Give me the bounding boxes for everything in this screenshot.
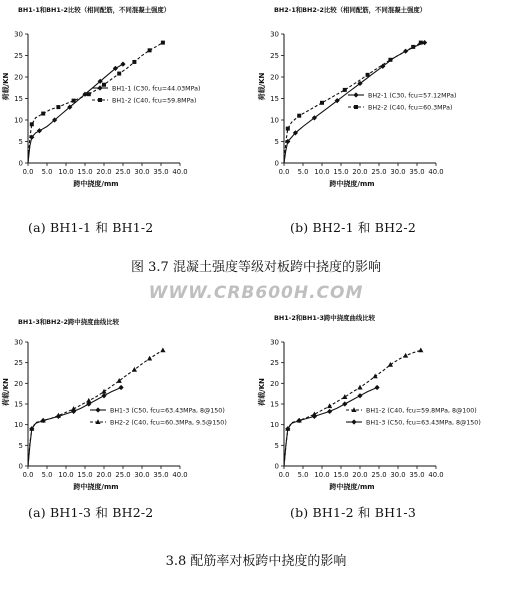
x-tick-label: 20.0	[352, 471, 368, 479]
data-point	[160, 347, 165, 352]
data-point	[327, 403, 332, 408]
chart-title: BH1-2和BH1-3跨中挠度曲线比较	[274, 314, 376, 322]
y-tick-label: 20	[270, 73, 279, 82]
data-point	[132, 60, 136, 64]
x-axis-label: 跨中挠度/mm	[73, 180, 119, 188]
data-point	[117, 378, 122, 383]
chart-svg-1	[0, 0, 256, 200]
y-tick-label: 20	[270, 379, 279, 388]
x-tick-label: 0.0	[22, 168, 34, 176]
data-point	[419, 41, 423, 45]
x-tick-label: 30.0	[390, 168, 406, 176]
data-point	[418, 347, 423, 352]
x-tick-label: 35.0	[153, 168, 169, 176]
y-tick-label: 15	[14, 95, 23, 103]
y-tick-label: 0	[18, 159, 23, 168]
legend-swatch-marker	[354, 105, 358, 109]
caption-b-fig38: (b) BH1-2 和 BH1-3	[290, 505, 417, 520]
y-tick-label: 15	[270, 95, 279, 103]
x-tick-label: 15.0	[77, 168, 93, 176]
chart-bh1-2-vs-bh1-3	[256, 310, 512, 491]
x-axis-label: 跨中挠度/mm	[329, 180, 375, 188]
y-tick-label: 0	[274, 462, 279, 471]
chart-bh1-1-vs-bh1-2	[0, 0, 256, 200]
chart-title: BH1-1和BH1-2比较（相同配筋，不同混凝土强度）	[18, 6, 171, 14]
y-axis-label: 荷载/KN	[2, 72, 10, 101]
data-point	[37, 128, 42, 133]
x-tick-label: 35.0	[409, 168, 425, 176]
y-tick-label: 20	[14, 379, 23, 388]
x-tick-label: 40.0	[428, 471, 444, 479]
caption-a-fig37: (a) BH1-1 和 BH1-2	[28, 220, 154, 235]
x-tick-label: 25.0	[115, 168, 131, 176]
y-tick-label: 30	[14, 338, 23, 347]
y-tick-label: 25	[270, 52, 279, 60]
y-tick-label: 30	[270, 338, 279, 347]
data-point	[117, 72, 121, 76]
data-point	[132, 367, 137, 372]
series-line	[284, 43, 425, 163]
y-tick-label: 5	[18, 441, 23, 450]
x-tick-label: 40.0	[428, 168, 444, 176]
chart-bh2-1-vs-bh2-2	[256, 0, 512, 200]
data-point	[357, 385, 362, 390]
chart-bh1-3-vs-bh2-2	[0, 310, 256, 491]
chart-svg-3	[0, 310, 256, 491]
series-line	[284, 388, 377, 467]
legend-swatch-marker	[353, 92, 358, 97]
legend-label: BH1-3 (C50, fcu=63.43MPa, 8@150)	[366, 419, 481, 427]
data-point	[148, 48, 152, 52]
data-point	[147, 356, 152, 361]
x-tick-label: 5.0	[297, 471, 309, 479]
caption-a-fig38: (a) BH1-3 和 BH2-2	[28, 505, 154, 520]
chart-title: BH1-3和BH2-2跨中挠度曲线比较	[18, 318, 120, 326]
x-tick-label: 25.0	[371, 471, 387, 479]
y-tick-label: 10	[270, 421, 279, 430]
chart-title: BH2-1和BH2-2比较（相同配筋，不同混凝土强度）	[274, 6, 427, 14]
legend-swatch-marker	[98, 98, 102, 102]
x-tick-label: 30.0	[134, 471, 150, 479]
x-tick-label: 30.0	[134, 168, 150, 176]
y-axis-label: 荷载/KN	[2, 378, 10, 406]
x-tick-label: 5.0	[41, 471, 53, 479]
series-2	[284, 41, 423, 163]
y-tick-label: 10	[14, 116, 23, 125]
x-tick-label: 5.0	[297, 168, 309, 176]
x-tick-label: 35.0	[153, 471, 169, 479]
series-line	[284, 43, 421, 163]
figure-3-8-caption: 3.8 配筋率对板跨中挠度的影响	[165, 554, 347, 569]
legend-label: BH1-3 (C50, fcu=63.43MPa, 8@150)	[110, 407, 225, 415]
data-point	[327, 409, 332, 414]
data-point	[297, 114, 301, 118]
series-1	[284, 40, 427, 163]
x-tick-label: 0.0	[278, 168, 290, 176]
y-tick-label: 25	[14, 359, 23, 368]
data-point	[86, 398, 91, 403]
legend-swatch-marker	[351, 419, 356, 424]
x-tick-label: 10.0	[314, 471, 330, 479]
data-point	[102, 83, 106, 87]
x-tick-label: 25.0	[115, 471, 131, 479]
data-point	[357, 393, 362, 398]
chart-svg-2	[256, 0, 512, 200]
chart-svg-4	[256, 310, 512, 491]
x-tick-label: 30.0	[390, 471, 406, 479]
y-tick-label: 5	[274, 441, 279, 450]
x-tick-label: 35.0	[409, 471, 425, 479]
y-tick-label: 5	[18, 138, 23, 146]
data-point	[56, 105, 60, 109]
x-tick-label: 15.0	[333, 168, 349, 176]
x-tick-label: 10.0	[58, 471, 74, 479]
x-tick-label: 0.0	[22, 471, 34, 479]
y-tick-label: 5	[274, 138, 279, 146]
x-tick-label: 25.0	[371, 168, 387, 176]
data-point	[388, 58, 392, 62]
x-tick-label: 40.0	[172, 471, 188, 479]
x-axis-label: 跨中挠度/mm	[329, 483, 375, 491]
legend-label: BH2-1 (C30, fcu=57.12MPa)	[368, 92, 457, 100]
series-line	[28, 388, 121, 467]
data-point	[403, 353, 408, 358]
data-point	[101, 389, 106, 394]
data-point	[41, 112, 45, 116]
y-tick-label: 10	[270, 116, 279, 125]
x-tick-label: 15.0	[77, 471, 93, 479]
y-tick-label: 25	[270, 359, 279, 368]
data-point	[101, 393, 106, 398]
x-tick-label: 20.0	[96, 471, 112, 479]
data-point	[320, 101, 324, 105]
data-point	[411, 45, 415, 49]
y-tick-label: 20	[14, 73, 23, 82]
y-tick-label: 0	[18, 462, 23, 471]
data-point	[119, 385, 124, 390]
data-point	[87, 92, 91, 96]
legend-label: BH1-2 (C40, fcu=59.8MPa, 8@100)	[366, 407, 477, 415]
watermark-text: WWW.CRB600H.COM	[148, 283, 364, 303]
legend-label: BH2-2 (C40, fcu=60.3MPa)	[368, 104, 453, 112]
data-point	[373, 374, 378, 379]
y-axis-label: 荷载/KN	[258, 378, 266, 406]
data-point	[161, 41, 165, 45]
x-tick-label: 10.0	[314, 168, 330, 176]
data-point	[342, 401, 347, 406]
y-tick-label: 0	[274, 159, 279, 168]
data-point	[286, 127, 290, 131]
data-point	[375, 385, 380, 390]
legend-label: BH1-2 (C40, fcu=59.8MPa)	[112, 97, 197, 105]
data-point	[30, 122, 34, 126]
caption-b-fig37: (b) BH2-1 和 BH2-2	[290, 220, 417, 235]
x-tick-label: 15.0	[333, 471, 349, 479]
legend-label: BH2-2 (C40, fcu=60.3MPa, 9.5@150)	[110, 419, 227, 427]
x-tick-label: 20.0	[352, 168, 368, 176]
data-point	[388, 362, 393, 367]
y-tick-label: 30	[270, 30, 279, 39]
x-tick-label: 5.0	[41, 168, 53, 176]
y-axis-label: 荷载/KN	[258, 72, 266, 101]
x-tick-label: 0.0	[278, 471, 290, 479]
data-point	[366, 73, 370, 77]
x-tick-label: 10.0	[58, 168, 74, 176]
data-point	[343, 88, 347, 92]
y-tick-label: 30	[14, 30, 23, 39]
data-point	[342, 394, 347, 399]
figure-3-7-caption: 图 3.7 混凝土强度等级对板跨中挠度的影响	[131, 260, 381, 275]
x-axis-label: 跨中挠度/mm	[73, 483, 119, 491]
y-tick-label: 15	[270, 400, 279, 409]
legend-swatch-marker	[95, 407, 100, 412]
data-point	[120, 62, 125, 67]
data-point	[72, 99, 76, 103]
y-tick-label: 25	[14, 52, 23, 60]
y-tick-label: 15	[14, 400, 23, 409]
y-tick-label: 10	[14, 421, 23, 430]
legend-label: BH1-1 (C30, fcu=44.03MPa)	[112, 85, 201, 93]
x-tick-label: 20.0	[96, 168, 112, 176]
x-tick-label: 40.0	[172, 168, 188, 176]
